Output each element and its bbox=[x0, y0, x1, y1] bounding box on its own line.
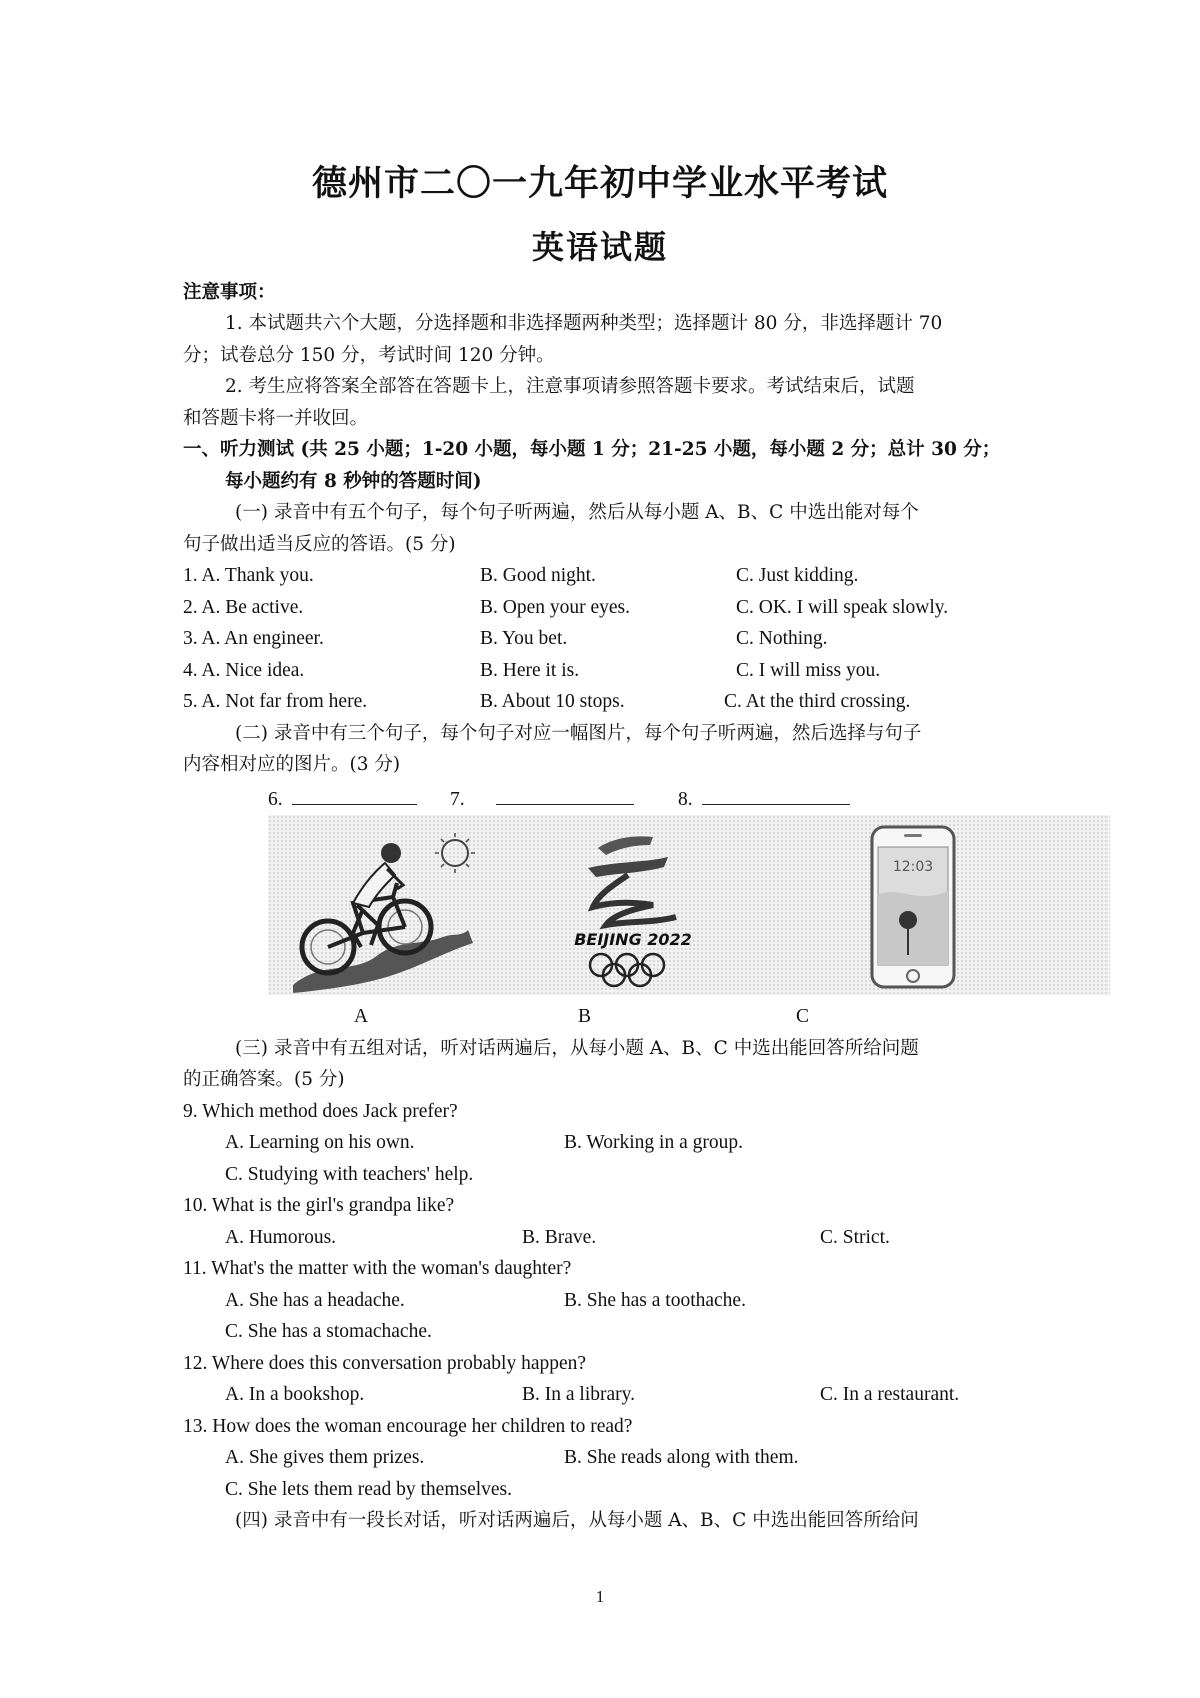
exam-subtitle: 英语试题 bbox=[531, 228, 668, 266]
question-11: 11. What's the matter with the woman's daughter? bbox=[183, 1258, 572, 1279]
question-9-option-a: A. Learning on his own. bbox=[225, 1132, 415, 1153]
picture-label-b: B bbox=[578, 1006, 592, 1027]
question-3-option-c: C. Nothing. bbox=[736, 628, 828, 649]
part-3-intro-line-1: (三) 录音中有五组对话，听对话两遍后，从每小题 A、B、C 中选出能回答所给问题 bbox=[235, 1038, 919, 1059]
mobile-phone-picture bbox=[868, 825, 958, 990]
question-11-option-a: A. She has a headache. bbox=[225, 1290, 405, 1311]
question-10: 10. What is the girl's grandpa like? bbox=[183, 1195, 455, 1216]
question-4-option-a: 4. A. Nice idea. bbox=[183, 660, 305, 681]
question-3-option-a: 3. A. An engineer. bbox=[183, 628, 324, 649]
winter-olympics-logo-icon bbox=[588, 836, 676, 925]
phone-screen-time: 12:03 bbox=[892, 859, 934, 875]
answer-blank-7-number: 7. bbox=[450, 789, 465, 810]
question-9-option-c: C. Studying with teachers' help. bbox=[225, 1164, 474, 1185]
emblem-text: BEIJING 2022 bbox=[574, 930, 692, 949]
part-2-intro-line-2: 内容相对应的图片。(3 分) bbox=[183, 754, 401, 775]
cyclist-picture bbox=[283, 825, 483, 995]
question-1-option-b: B. Good night. bbox=[480, 565, 596, 586]
answer-blank-6 bbox=[268, 784, 417, 813]
page-number: 1 bbox=[595, 1587, 605, 1606]
question-1-option-c: C. Just kidding. bbox=[736, 565, 859, 586]
answer-blank-6-number: 6. bbox=[268, 789, 283, 810]
question-13: 13. How does the woman encourage her children to read? bbox=[183, 1416, 633, 1437]
question-2-option-c: C. OK. I will speak slowly. bbox=[736, 597, 949, 618]
listening-pictures bbox=[268, 815, 1110, 995]
exam-title: 德州市二〇一九年初中学业水平考试 bbox=[311, 164, 888, 204]
question-10-option-a: A. Humorous. bbox=[225, 1227, 337, 1248]
question-2-option-a: 2. A. Be active. bbox=[183, 597, 304, 618]
answer-blank-8 bbox=[678, 784, 850, 813]
olympic-rings-icon bbox=[590, 954, 664, 986]
question-11-option-b: B. She has a toothache. bbox=[564, 1290, 746, 1311]
section-1-heading-line-2: 每小题约有 8 秒钟的答题时间) bbox=[225, 471, 482, 492]
answer-blank-7 bbox=[450, 784, 634, 813]
picture-label-a: A bbox=[354, 1006, 369, 1027]
part-3-intro-line-2: 的正确答案。(5 分) bbox=[183, 1069, 345, 1090]
answer-line-6 bbox=[292, 784, 417, 805]
sun-icon bbox=[435, 833, 475, 873]
question-10-option-b: B. Brave. bbox=[522, 1227, 597, 1248]
question-10-option-c: C. Strict. bbox=[820, 1227, 890, 1248]
question-4-option-b: B. Here it is. bbox=[480, 660, 580, 681]
question-2-option-b: B. Open your eyes. bbox=[480, 597, 631, 618]
question-3-option-b: B. You bet. bbox=[480, 628, 568, 649]
question-9: 9. Which method does Jack prefer? bbox=[183, 1101, 458, 1122]
question-4-option-c: C. I will miss you. bbox=[736, 660, 881, 681]
question-13-option-b: B. She reads along with them. bbox=[564, 1447, 799, 1468]
question-5-option-b: B. About 10 stops. bbox=[480, 691, 625, 712]
question-12-option-c: C. In a restaurant. bbox=[820, 1384, 960, 1405]
section-1-heading-line-1: 一、听力测试 (共 25 小题；1-20 小题，每小题 1 分；21-25 小题，每小题 2 分；总计 30 分； bbox=[183, 439, 1001, 460]
answer-blank-8-number: 8. bbox=[678, 789, 693, 810]
question-9-option-b: B. Working in a group. bbox=[564, 1132, 743, 1153]
answer-line-8 bbox=[702, 784, 850, 805]
question-5-option-a: 5. A. Not far from here. bbox=[183, 691, 368, 712]
picture-label-c: C bbox=[796, 1006, 810, 1027]
mobile-phone-icon bbox=[872, 827, 954, 987]
question-12: 12. Where does this conversation probably happen? bbox=[183, 1353, 587, 1374]
notes-paragraph-2-line-2: 和答题卡将一并收回。 bbox=[183, 408, 369, 429]
bicycle-icon bbox=[293, 883, 473, 993]
question-12-option-a: A. In a bookshop. bbox=[225, 1384, 365, 1405]
question-5-option-c: C. At the third crossing. bbox=[724, 691, 911, 712]
part-1-intro-line-2: 句子做出适当反应的答语。(5 分) bbox=[183, 534, 456, 555]
answer-line-7 bbox=[496, 784, 634, 805]
question-13-option-c: C. She lets them read by themselves. bbox=[225, 1479, 513, 1500]
notes-paragraph-1-line-1: 1. 本试题共六个大题，分选择题和非选择题两种类型；选择题计 80 分，非选择题计 70 bbox=[225, 313, 943, 334]
question-11-option-c: C. She has a stomachache. bbox=[225, 1321, 432, 1342]
part-2-intro-line-1: (二) 录音中有三个句子，每个句子对应一幅图片，每个句子听两遍，然后选择与句子 bbox=[235, 723, 922, 744]
question-13-option-a: A. She gives them prizes. bbox=[225, 1447, 425, 1468]
part-1-intro-line-1: (一) 录音中有五个句子，每个句子听两遍，然后从每小题 A、B、C 中选出能对每个 bbox=[235, 502, 919, 523]
notes-heading: 注意事项： bbox=[183, 282, 276, 303]
beijing-2022-emblem bbox=[558, 823, 708, 993]
question-12-option-b: B. In a library. bbox=[522, 1384, 635, 1405]
question-1-option-a: 1. A. Thank you. bbox=[183, 565, 314, 586]
notes-paragraph-2-line-1: 2. 考生应将答案全部答在答题卡上，注意事项请参照答题卡要求。考试结束后，试题 bbox=[225, 376, 915, 397]
part-4-intro-line-1: (四) 录音中有一段长对话，听对话两遍后，从每小题 A、B、C 中选出能回答所给问 bbox=[235, 1510, 919, 1531]
notes-paragraph-1-line-2: 分；试卷总分 150 分，考试时间 120 分钟。 bbox=[183, 345, 555, 366]
